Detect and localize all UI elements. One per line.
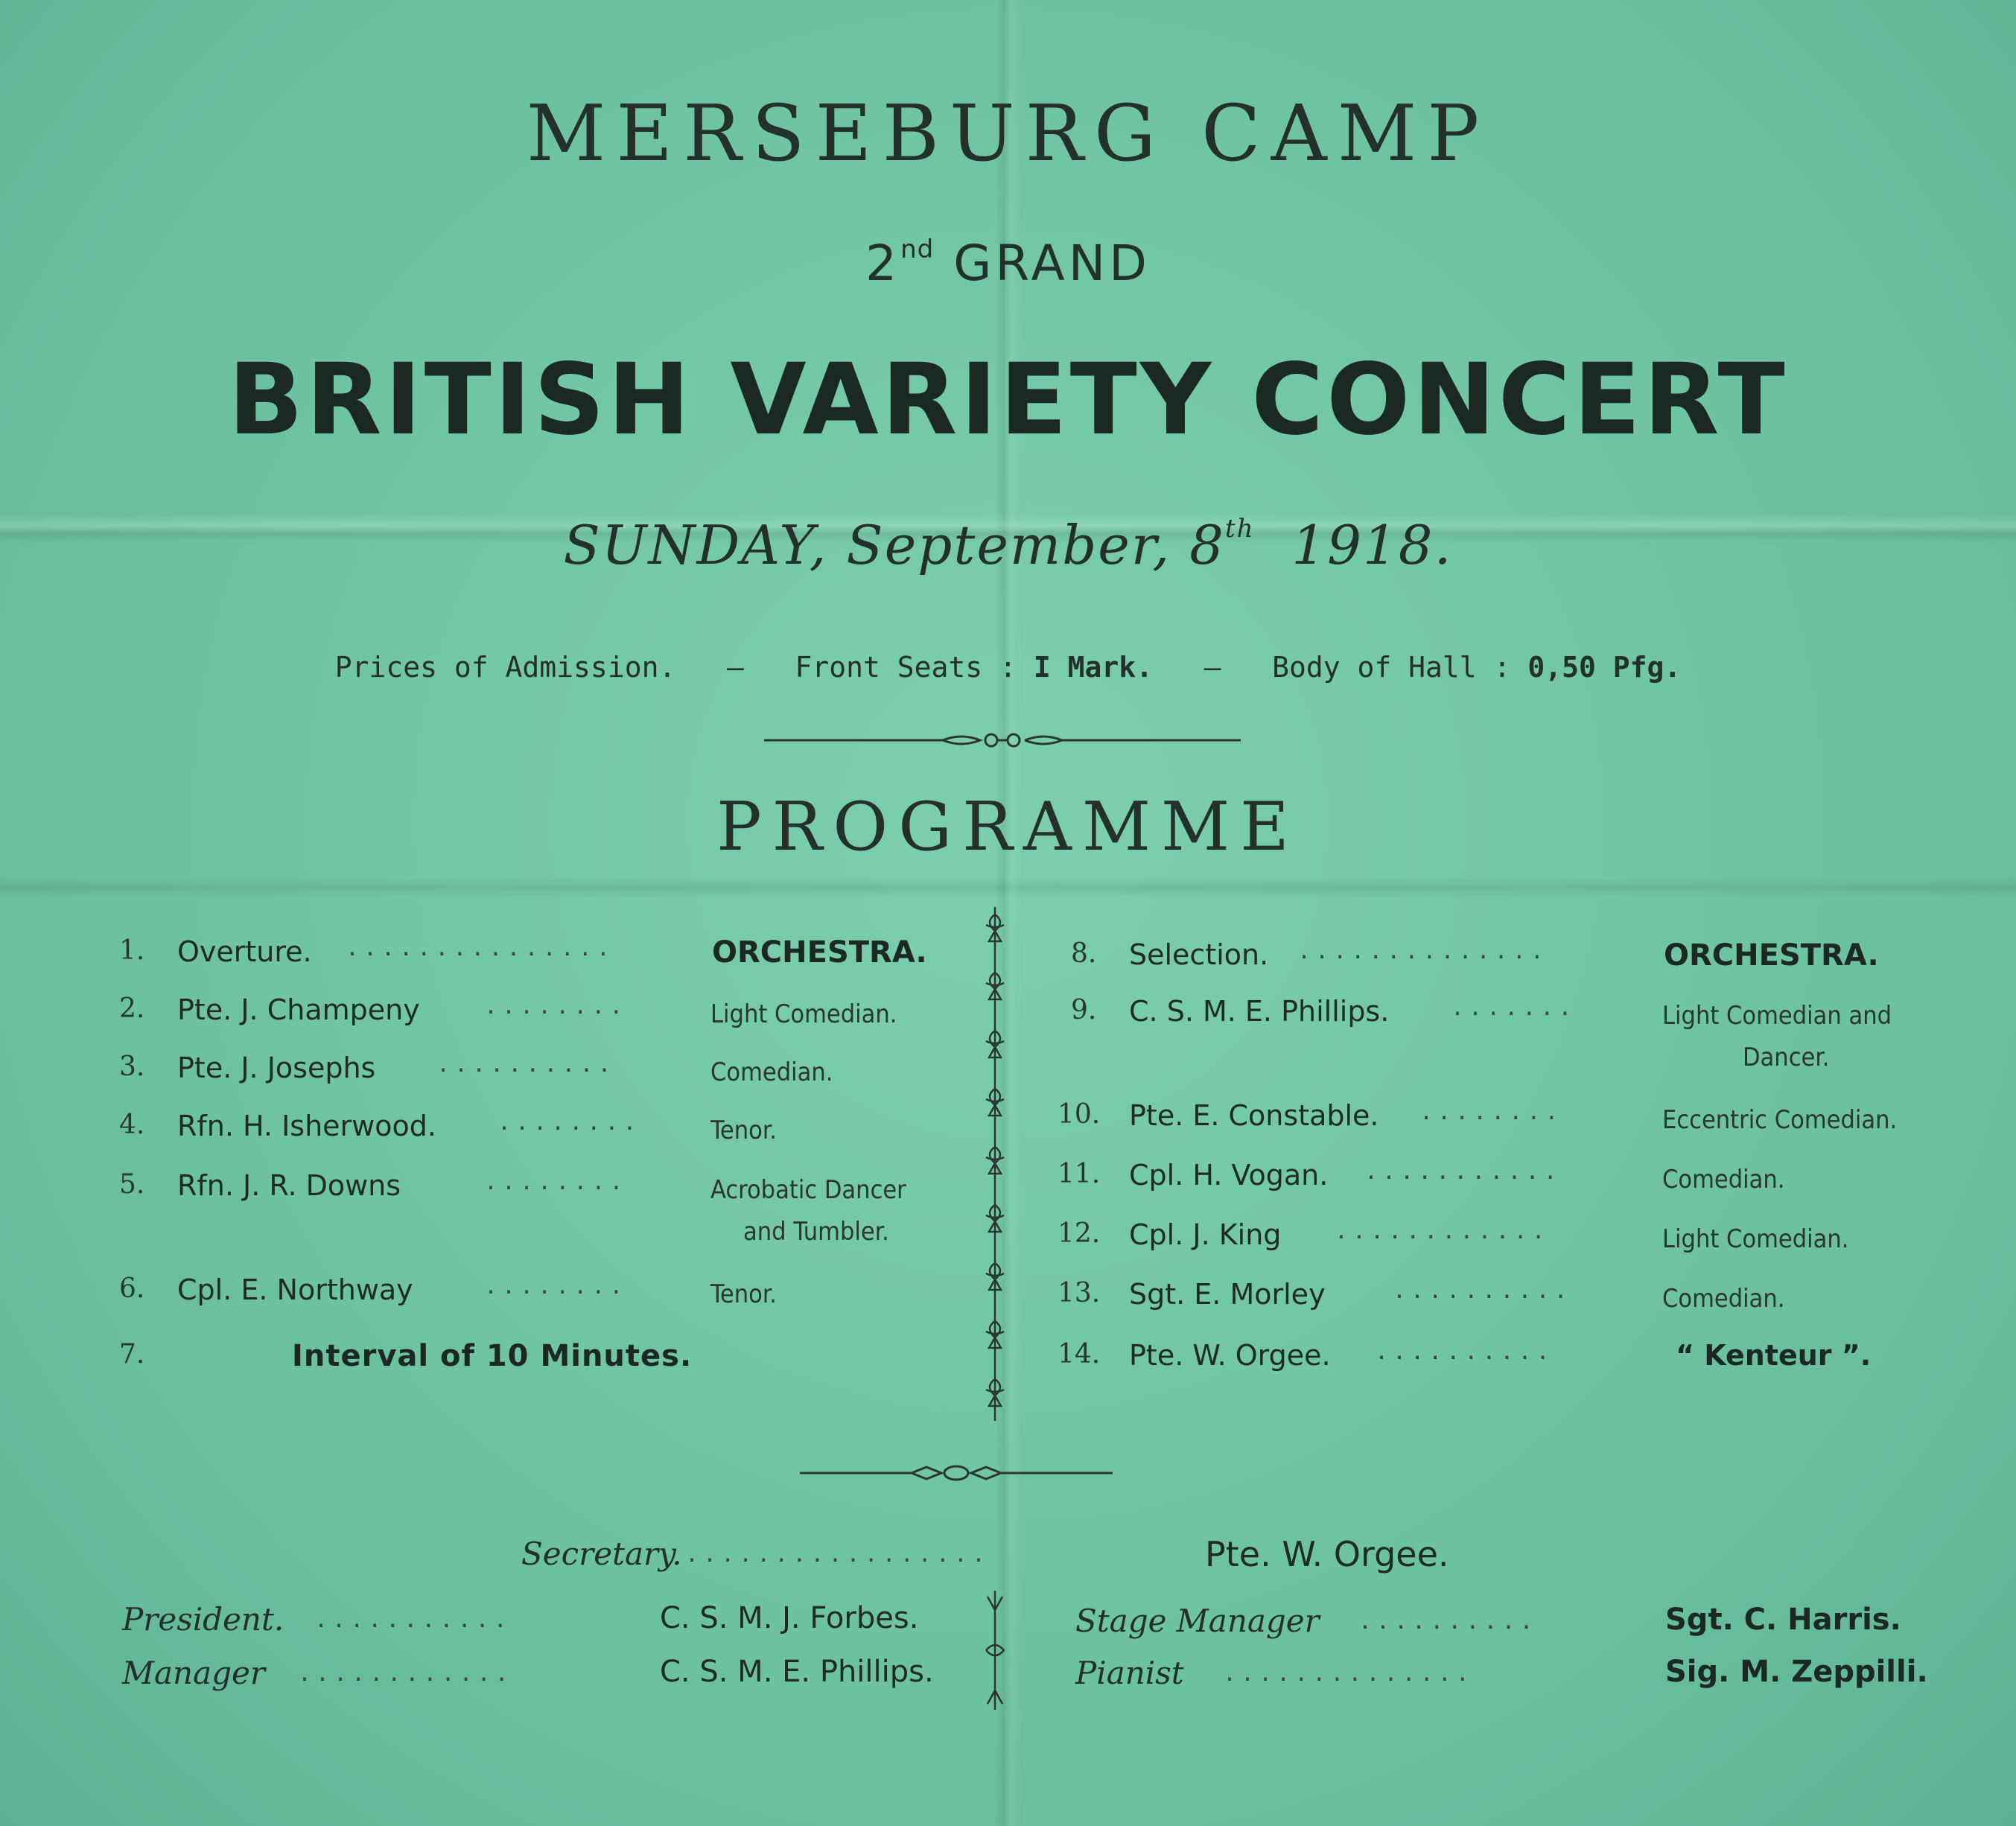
item-leader-dots: ........	[1419, 1099, 1563, 1125]
small-ornament-icon	[983, 1591, 1007, 1710]
manager-label: Manager	[122, 1655, 265, 1691]
prices-separator: —	[726, 651, 744, 684]
item-leader-dots: ...........	[1364, 1159, 1562, 1185]
secretary-name: Pte. W. Orgee.	[1205, 1534, 1449, 1574]
item-number: 1.	[119, 935, 145, 966]
item-performer: Pte. J. Champeny	[177, 993, 420, 1026]
item-number: 11.	[1058, 1159, 1101, 1189]
item-number: 5.	[119, 1169, 145, 1200]
item-leader-dots: ........	[484, 993, 628, 1019]
item-performer: Cpl. E. Northway	[177, 1273, 413, 1306]
date-main: SUNDAY, September, 8	[563, 514, 1225, 576]
prices-label: Prices of Admission.	[334, 651, 676, 684]
pianist-label: Pianist	[1075, 1655, 1184, 1691]
grand-ordinal: nd	[900, 235, 935, 264]
pianist-name: Sig. M. Zeppilli.	[1665, 1655, 1928, 1689]
item-performer: Rfn. H. Isherwood.	[177, 1110, 436, 1142]
item-role: Tenor.	[710, 1116, 777, 1145]
item-number: 2.	[119, 993, 145, 1024]
item-performer: Pte. W. Orgee.	[1129, 1339, 1331, 1372]
pianist-leader-dots: ..............	[1223, 1661, 1474, 1687]
body-of-hall-label: Body of Hall :	[1272, 651, 1511, 684]
secretary-leader-dots: .................	[685, 1542, 990, 1568]
item-number: 6.	[119, 1273, 145, 1304]
item-leader-dots: ........	[497, 1110, 641, 1136]
item-role: Light Comedian and	[1662, 1001, 1892, 1031]
item-number: 3.	[119, 1052, 145, 1082]
manager-leader-dots: ............	[298, 1661, 513, 1687]
front-seats-price: I Mark.	[1033, 651, 1153, 684]
secretary-label: Secretary.	[521, 1536, 682, 1572]
flourish-rule-icon	[764, 727, 1241, 754]
item-number: 14.	[1058, 1339, 1101, 1370]
president-leader-dots: ...........	[314, 1607, 512, 1633]
item-leader-dots: .......	[1451, 995, 1577, 1021]
item-role-continued: and Tumbler.	[743, 1217, 889, 1247]
item-number: 12.	[1058, 1218, 1101, 1249]
item-role: Comedian.	[1662, 1165, 1785, 1194]
concert-title: BRITISH VARIETY CONCERT	[228, 343, 1788, 457]
item-performer: Rfn. J. R. Downs	[177, 1169, 401, 1202]
item-performer: C. S. M. E. Phillips.	[1129, 995, 1390, 1028]
item-role: Light Comedian.	[710, 999, 897, 1029]
item-role: Light Comedian.	[1662, 1224, 1849, 1254]
date-ordinal: th	[1225, 514, 1255, 544]
item-leader-dots: ............	[1335, 1218, 1550, 1244]
item-performer: Sgt. E. Morley	[1129, 1278, 1326, 1311]
stage-manager-label: Stage Manager	[1075, 1603, 1320, 1639]
item-performer: Cpl. H. Vogan.	[1129, 1159, 1329, 1192]
item-role-continued: Dancer.	[1743, 1043, 1830, 1072]
item-number: 13.	[1058, 1278, 1101, 1308]
item-performer: Pte. E. Constable.	[1129, 1099, 1379, 1132]
stage-manager-leader-dots: ..........	[1358, 1609, 1538, 1635]
grand-heading	[0, 235, 2016, 292]
concert-date	[0, 514, 2016, 576]
item-number: 9.	[1071, 995, 1097, 1025]
camp-title: MERSEBURG CAMP	[526, 88, 1490, 179]
item-role: ORCHESTRA.	[1664, 938, 1879, 973]
body-of-hall-price: 0,50 Pfg.	[1527, 651, 1682, 684]
item-role: Tenor.	[710, 1279, 777, 1309]
item-number: 4.	[119, 1110, 145, 1140]
grand-word: GRAND	[953, 235, 1151, 292]
manager-name: C. S. M. E. Phillips.	[660, 1655, 934, 1689]
item-role: “ Kenteur ”.	[1676, 1339, 1872, 1372]
item-role: Comedian.	[710, 1057, 833, 1087]
grand-number: 2	[865, 235, 901, 292]
item-leader-dots: ..........	[1375, 1339, 1554, 1365]
item-leader-dots: ........	[484, 1169, 628, 1195]
item-leader-dots: ..............	[1297, 938, 1548, 964]
date-year: 1918.	[1291, 514, 1453, 576]
flourish-rule-icon	[800, 1460, 1113, 1486]
admission-prices	[0, 651, 2016, 684]
item-role: Eccentric Comedian.	[1662, 1105, 1898, 1135]
prices-separator: —	[1203, 651, 1221, 684]
item-role: ORCHESTRA.	[712, 935, 927, 970]
item-performer: Cpl. J. King	[1129, 1218, 1282, 1251]
item-role: Comedian.	[1662, 1284, 1785, 1314]
item-leader-dots: ..........	[1393, 1278, 1572, 1304]
programme-heading: PROGRAMME	[716, 788, 1300, 866]
item-number: 7.	[119, 1339, 145, 1370]
item-number: 8.	[1071, 938, 1097, 969]
item-performer: Pte. J. Josephs	[177, 1052, 376, 1084]
item-leader-dots: ..........	[436, 1052, 616, 1078]
item-role: Acrobatic Dancer	[710, 1175, 906, 1205]
president-name: C. S. M. J. Forbes.	[660, 1601, 919, 1635]
interval-notice: Interval of 10 Minutes.	[292, 1339, 693, 1373]
item-leader-dots: ...............	[346, 935, 614, 961]
item-performer: Overture.	[177, 935, 312, 968]
item-leader-dots: ........	[484, 1273, 628, 1299]
ornamental-divider-icon	[980, 907, 1010, 1421]
stage-manager-name: Sgt. C. Harris.	[1665, 1603, 1901, 1637]
item-number: 10.	[1058, 1099, 1101, 1130]
front-seats-label: Front Seats :	[795, 651, 1017, 684]
item-performer: Selection.	[1129, 938, 1269, 971]
president-label: President.	[122, 1601, 284, 1638]
